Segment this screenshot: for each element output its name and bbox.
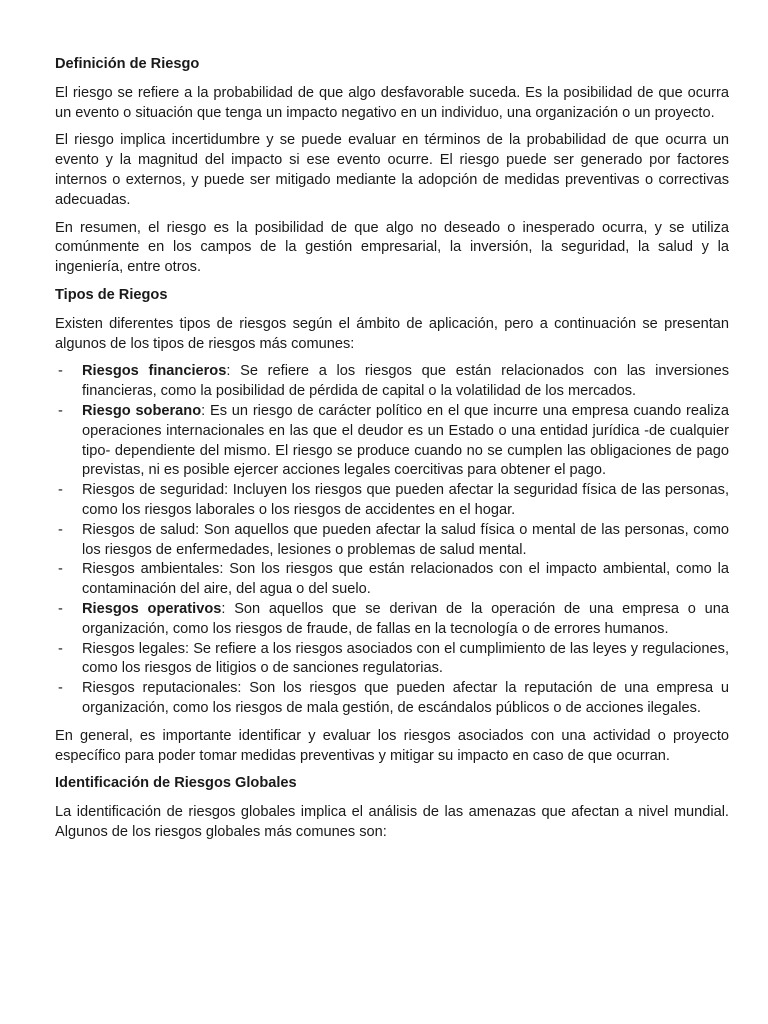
list-bullet: -: [58, 363, 63, 380]
paragraph: En resumen, el riesgo es la posibilidad de que algo no deseado o inesperado ocurra, y se utiliza comúnmente en los campos de la gestión empresarial, la inversión, la seguridad, la salud y la ingeniería, entre otros.: [55, 219, 729, 276]
list-item-text: Riesgos de salud: Son aquellos que pueden afectar la salud física o mental de las personas, como los riesgos de enfermedades, lesiones o problemas de salud mental.: [82, 521, 729, 558]
list-item: [55, 600, 729, 640]
heading-tipos: Tipos de Riegos: [55, 286, 168, 303]
list-item-text: Riesgos de seguridad: Incluyen los riesgos que pueden afectar la seguridad física de las personas, como los riesgos laborales o los riesgos de accidentes en el hogar.: [82, 482, 729, 518]
list-bullet: -: [58, 402, 63, 419]
paragraph-intro: Existen diferentes tipos de riesgos según el ámbito de aplicación, pero a continuación se presentan algunos de los tipos de riesgos más comunes:: [55, 315, 729, 352]
list-item-term: Riesgos financieros: [82, 363, 227, 380]
list-bullet: -: [58, 600, 63, 617]
list-item: [55, 402, 729, 481]
paragraph-closing: En general, es importante identificar y evaluar los riesgos asociados con una actividad o proyecto específico para poder tomar medidas preventivas y mitigar su impacto en caso de que ocurran.: [55, 727, 729, 764]
list-item: [55, 640, 729, 680]
list-bullet: -: [58, 521, 63, 538]
list-item-term: Riesgo soberano: [82, 402, 202, 419]
list-bullet: -: [58, 561, 63, 578]
heading-definicion: Definición de Riesgo: [55, 56, 200, 72]
list-item: [55, 560, 729, 600]
list-item: [55, 481, 729, 521]
paragraph: El riesgo implica incertidumbre y se puede evaluar en términos de la probabilidad de que ocurra un evento y la magnitud del impacto si ese evento ocurre. El riesgo puede ser generado por factores internos o externos, y puede ser mitigado mediante la adopción de medidas preventivas o correctivas adecuadas.: [55, 132, 729, 208]
risk-types-list: [55, 362, 729, 718]
heading-globales: Identificación de Riesgos Globales: [55, 775, 297, 792]
list-item: [55, 362, 729, 402]
list-item-text: Riesgos legales: Se refiere a los riesgos asociados con el cumplimiento de las leyes y regulaciones, como los riesgos de litigios o de sanciones regulatorias.: [82, 640, 729, 677]
list-item: [55, 679, 729, 719]
paragraph: El riesgo se refiere a la probabilidad de que algo desfavorable suceda. Es la posibilidad de que ocurra un evento o situación que tenga un impacto negativo en un individuo, una organización o un proyecto.: [55, 84, 729, 121]
list-item: [55, 521, 729, 561]
list-bullet: -: [58, 640, 63, 657]
list-bullet: -: [58, 482, 63, 499]
list-item-text: : Es un riesgo de carácter político en el que incurre una empresa cuando realiza operaciones internacionales en las que el deudor es un Estado o una entidad jurídica -de cualquier tipo- dependiente del mismo. El riesgo se produce cuando no se cumplen las obligaciones de pago previstas, ni es posible ejercer acciones legales coercitivas para obtener el pago.: [82, 402, 729, 479]
list-item-text: : Se refiere a los riesgos que están relacionados con las inversiones financieras, como la posibilidad de pérdida de capital o la volatilidad de los mercados.: [82, 363, 729, 400]
list-bullet: -: [58, 680, 63, 697]
list-item-term: Riesgos operativos: [82, 600, 222, 617]
list-item-text: : Son aquellos que se derivan de la operación de una empresa o una organización, como los riesgos de fraude, de fallas en la tecnología o de errores humanos.: [82, 600, 729, 637]
paragraph: La identificación de riesgos globales implica el análisis de las amenazas que afectan a nivel mundial. Algunos de los riesgos globales más comunes son:: [55, 804, 729, 840]
list-item-text: Riesgos reputacionales: Son los riesgos que pueden afectar la reputación de una empresa u organización, como los riesgos de mala gestión, de escándalos públicos o de acciones ilegales.: [82, 680, 729, 716]
list-item-text: Riesgos ambientales: Son los riesgos que están relacionados con el impacto ambiental, como la contaminación del aire, del agua o del suelo.: [82, 561, 729, 598]
